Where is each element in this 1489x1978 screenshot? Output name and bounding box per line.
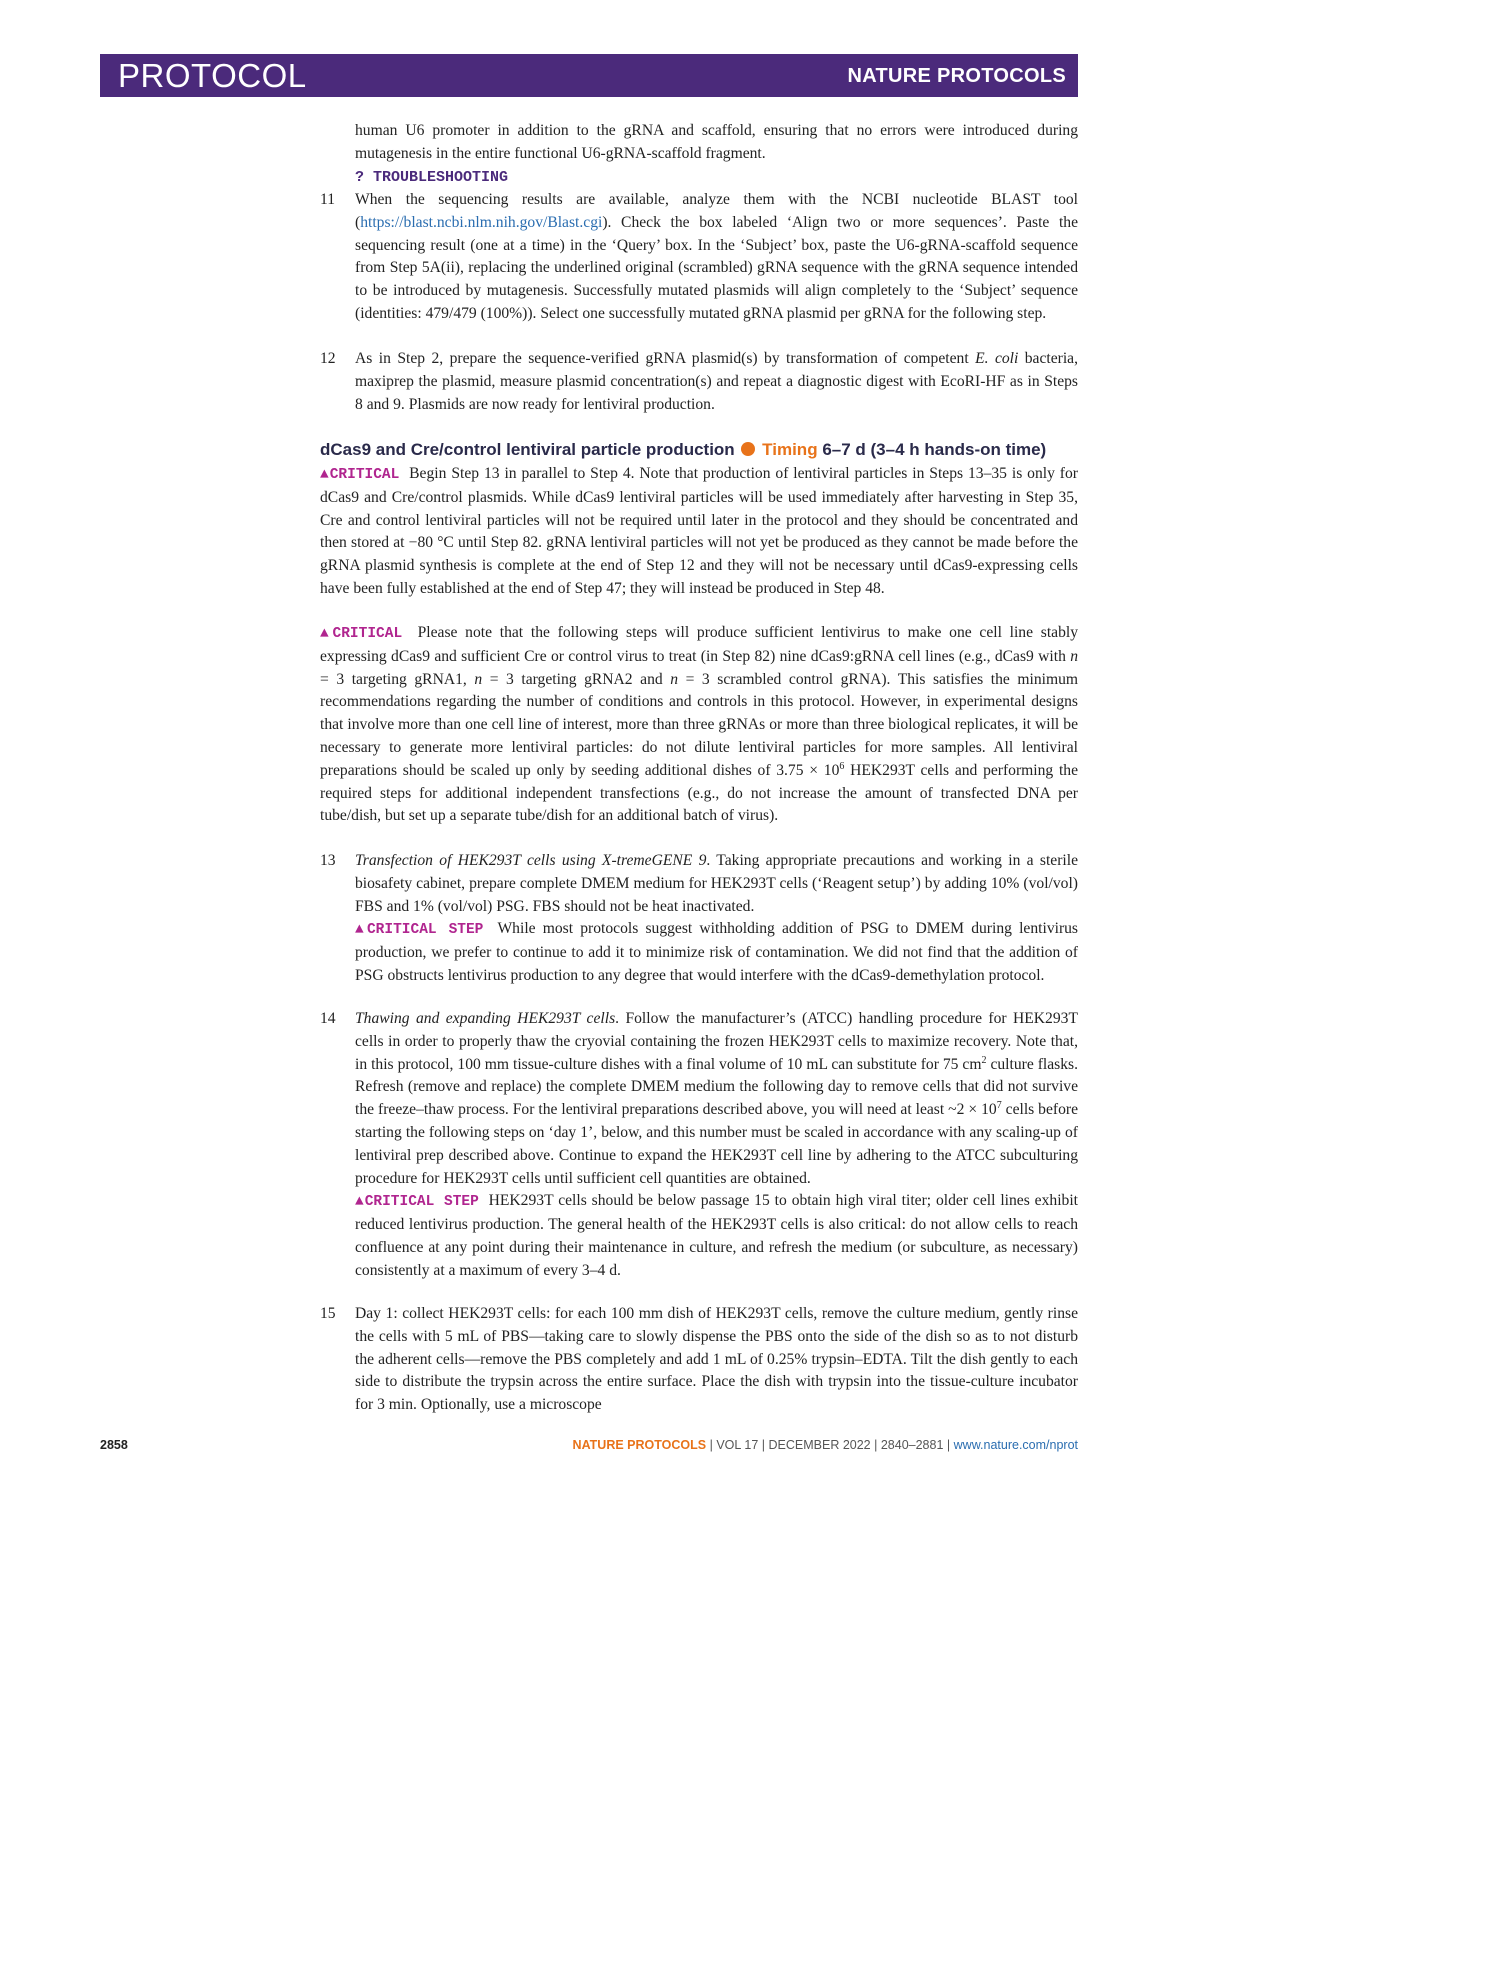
critical-step-label: ▲CRITICAL STEP — [355, 922, 484, 939]
header-banner — [100, 54, 1078, 97]
continuation-text: human U6 promoter in addition to the gRNA and scaffold, ensuring that no errors were introduced during mutagenesis in the entire functional U6-gRNA-scaffold fragment. — [355, 122, 1078, 162]
critical-label: ▲CRITICAL — [320, 626, 403, 642]
superscript: 6 — [839, 760, 845, 772]
step-number: 14 — [320, 1010, 336, 1027]
variable-n: n — [474, 670, 483, 688]
critical-text: = 3 targeting gRNA2 and — [482, 670, 671, 688]
step-number: 11 — [320, 191, 336, 208]
critical-step-text: While most protocols suggest withholding addition of PSG to DMEM during lentivirus production, we prefer to continue to add it to minimize risk of contamination. We did not find that the addition of PSG obstructs lentivirus production to any degree that would interfere with the dCas9-demethylation protocol. — [355, 920, 1079, 984]
critical-text: HEK293T cells and performing the required steps for additional independent transfections (e.g., do not increase the amount of transfected DNA per tube/dish, but set up a separate tube/dish for an additional batch of virus). — [320, 761, 1078, 825]
step-text: cells before starting the following steps on ‘day 1’, below, and this number must be scaled in accordance with any scaling-up of lentiviral prep described above. Continue to expand the HEK293T cell line by adhering to the ATCC subculturing procedure for HEK293T cells until sufficient cell quantities are obtained. — [355, 1101, 1078, 1187]
superscript: 7 — [996, 1100, 1002, 1111]
footer-date: DECEMBER 2022 — [768, 1438, 871, 1452]
step-body — [355, 1008, 1078, 1283]
step-text: bacteria, maxiprep the plasmid, measure plasmid concentration(s) and repeat a diagnostic digest with EcoRI-HF as in Steps 8 and 9. Plasmids are now ready for lentiviral production. — [355, 350, 1078, 413]
footer-separator: | — [709, 1438, 713, 1452]
footer-journal: NATURE PROTOCOLS — [572, 1438, 707, 1452]
journal-name: NATURE PROTOCOLS — [847, 65, 1066, 87]
critical-text: = 3 scrambled control gRNA). This satisfies the minimum recommendations regarding the number of conditions and controls in this protocol. However, in experimental designs that involve more than one cell line of interest, more than three gRNAs or more than three biological replicates, it will be necessary to generate more lentiviral particles: do not dilute lentiviral particles for more samples. All lentiviral preparations should be scaled up only by seeding additional dishes of 3.75 × 10 — [320, 670, 1079, 779]
footer-separator: | — [761, 1438, 766, 1452]
page-number: 2858 — [100, 1438, 128, 1452]
variable-n: n — [1070, 647, 1078, 665]
step-body — [355, 189, 1078, 326]
step-number: 13 — [320, 852, 336, 869]
continuation-paragraph — [355, 120, 1078, 189]
step-number: 12 — [320, 350, 336, 367]
step-text: . Taking appropriate precautions and working in a sterile biosafety cabinet, prepare complete DMEM medium for HEK293T cells (‘Reagent setup’) by adding 10% (vol/vol) FBS and 1% (vol/vol) PSG. FBS should not be heat inactivated. — [355, 852, 1078, 915]
footer-citation — [573, 1438, 1078, 1452]
critical-text: Begin Step 13 in parallel to Step 4. Note that production of lentiviral particles in Steps 13–35 is only for dCas9 and Cre/control plasmids. While dCas9 lentiviral particles will be used immediately after harvesting in Step 35, Cre and control lentiviral particles will not be required until later in the protocol and they should be concentrated and then stored at −80 °C until Step 82. gRNA lentiviral particles will not yet be produced as they cannot be made before the gRNA plasmid synthesis is complete at the end of Step 12 and they will not be necessary until dCas9-expressing cells have been fully established at the end of Step 47; they will instead be produced in Step 48. — [320, 465, 1078, 597]
critical-text: = 3 targeting gRNA1, — [320, 670, 475, 688]
step-text: culture flasks. Refresh (remove and replace) the complete DMEM medium the following day to remove cells that did not survive the freeze–thaw process. For the lentiviral preparations described above, you will need at least ~2 × 10 — [355, 1055, 1078, 1119]
troubleshooting-label: ? TROUBLESHOOTING — [355, 168, 509, 186]
section-heading — [320, 440, 1080, 460]
footer-volume: VOL 17 — [716, 1438, 759, 1452]
critical-note-2 — [320, 622, 1078, 828]
critical-step-label: ▲CRITICAL STEP — [355, 1194, 479, 1211]
critical-text: Please note that the following steps will produce sufficient lentivirus to make one cell line stably expressing dCas9 and sufficient Cre or control virus to treat (in Step 82) nine dCas9:gRNA cell lines (e.g., dCas9 with — [320, 624, 1078, 665]
step-text: ). Check the box labeled ‘Align two or more sequences’. Paste the sequencing result (one at a time) in the ‘Query’ box. In the ‘Subject’ box, paste the U6-gRNA-scaffold sequence from Step 5A(ii), replacing the underlined original (scrambled) gRNA sequence with the gRNA sequence intended to be introduced by mutagenesis. Successfully mutated plasmids will align completely to the ‘Subject’ sequence (identities: 479/479 (100%)). Select one successfully mutated gRNA plasmid per gRNA for the following step. — [355, 213, 1078, 322]
critical-step-text: HEK293T cells should be below passage 15 to obtain high viral titer; older cell lines exhibit reduced lentivirus production. The general health of the HEK293T cells is also critical: do not allow cells to reach confluence at any point during their maintenance in culture, and refresh the medium (or subculture, as necessary) consistently at a maximum of every 3–4 d. — [355, 1192, 1078, 1279]
timing-value: 6–7 d (3–4 h hands-on time) — [822, 440, 1047, 459]
footer-separator: | — [874, 1438, 878, 1452]
step-text: . Follow the manufacturer’s (ATCC) handling procedure for HEK293T cells in order to properly thaw the cryovial containing the frozen HEK293T cells to maximize recovery. Note that, in this protocol, 100 mm tissue-culture dishes with a final volume of 10 mL can substitute for 75 cm — [355, 1010, 1078, 1073]
footer-separator: | — [946, 1438, 951, 1452]
footer-url-link[interactable]: www.nature.com/nprot — [953, 1438, 1078, 1452]
critical-note-1 — [320, 463, 1078, 601]
step-number: 15 — [320, 1305, 336, 1322]
step-body — [355, 850, 1078, 988]
timing-dot-icon — [741, 442, 755, 456]
blast-link[interactable]: https://blast.ncbi.nlm.nih.gov/Blast.cgi — [360, 213, 603, 231]
species-name: E. coli — [975, 350, 1019, 367]
footer-pages: 2840–2881 — [880, 1438, 944, 1452]
variable-n: n — [670, 670, 679, 688]
timing-label: Timing — [762, 440, 818, 459]
step-title: Thawing and expanding HEK293T cells — [355, 1010, 616, 1027]
step-body — [355, 348, 1078, 416]
section-label: PROTOCOL — [118, 57, 307, 94]
critical-label: ▲CRITICAL — [320, 467, 400, 483]
step-text: As in Step 2, prepare the sequence-verified gRNA plasmid(s) by transformation of competent — [355, 350, 976, 367]
step-title: Transfection of HEK293T cells using X-tremeGENE 9 — [355, 852, 707, 869]
step-body: Day 1: collect HEK293T cells: for each 100 mm dish of HEK293T cells, remove the culture medium, gently rinse the cells with 5 mL of PBS—taking care to slowly dispense the PBS onto the side of the dish so as to not disturb the adherent cells—remove the PBS completely and add 1 mL of 0.25% trypsin–EDTA. Tilt the dish gently to each side to distribute the trypsin across the entire surface. Place the dish with trypsin into the tissue-culture incubator for 3 min. Optionally, use a microscope — [355, 1305, 1078, 1414]
step-text: When the sequencing results are available, analyze them with the NCBI nucleotide BLAST tool ( — [355, 191, 1078, 231]
section-title: dCas9 and Cre/control lentiviral particle production — [320, 440, 735, 459]
superscript: 2 — [981, 1054, 987, 1066]
